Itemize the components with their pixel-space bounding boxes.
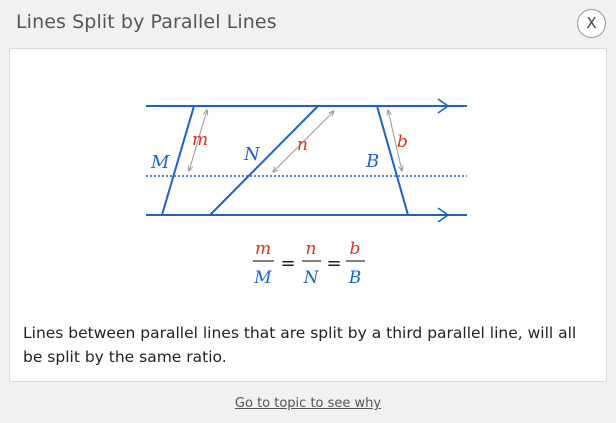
parallel-lines-diagram: [1, 1, 616, 301]
label-n: n: [297, 135, 308, 155]
formula-den-M: M: [254, 268, 272, 288]
formula-num-b: b: [349, 239, 361, 259]
content-card: [9, 48, 607, 382]
label-B: B: [366, 151, 380, 172]
transversal-n: [210, 106, 318, 215]
equals-sign-2: =: [326, 253, 342, 274]
label-b: b: [397, 132, 408, 152]
formula-den-N: N: [303, 268, 319, 288]
ratio-formula: [253, 239, 365, 288]
formula-den-B: B: [348, 268, 362, 288]
description-text: Lines between parallel lines that are split by a third parallel line, will all be split by the same ratio.: [23, 324, 577, 366]
label-M: M: [151, 152, 170, 173]
formula-num-n: n: [305, 239, 317, 259]
close-button[interactable]: X: [577, 9, 606, 38]
transversal-b: [377, 106, 408, 215]
label-m: m: [192, 130, 209, 150]
go-to-topic-link[interactable]: Go to topic to see why: [234, 396, 382, 411]
equals-sign-1: =: [280, 253, 296, 274]
formula-num-m: m: [254, 239, 272, 259]
dialog-title: Lines Split by Parallel Lines: [16, 11, 277, 33]
label-N: N: [244, 144, 260, 165]
